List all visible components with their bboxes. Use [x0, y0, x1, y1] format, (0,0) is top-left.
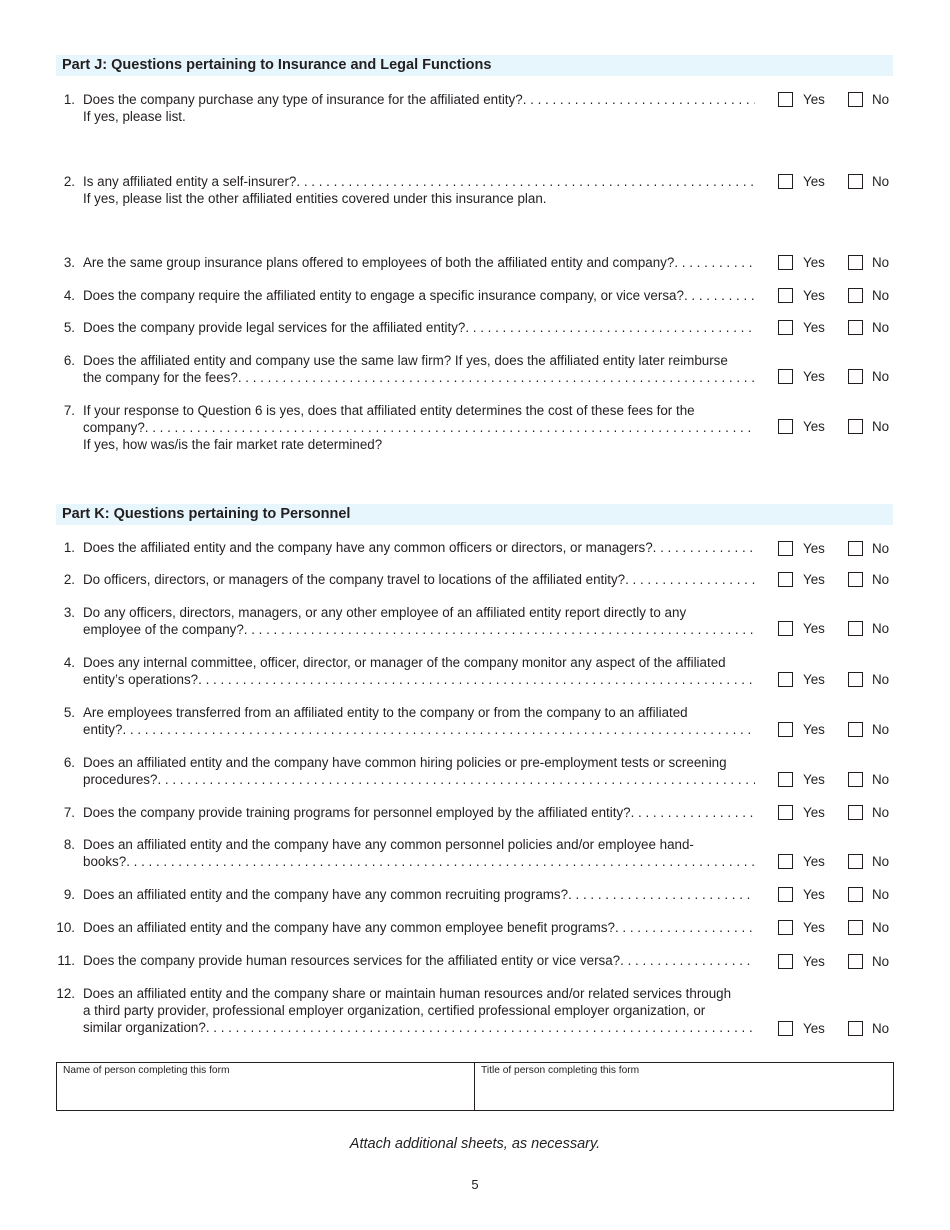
question-text: company?: [83, 420, 145, 435]
part-j-header: Part J: Questions pertaining to Insurance and Legal Functions: [56, 55, 893, 76]
question-text: entity?: [83, 722, 123, 737]
yes-checkbox[interactable]: [778, 854, 793, 869]
yes-checkbox[interactable]: [778, 772, 793, 787]
yes-label: Yes: [803, 722, 825, 737]
question-number: 12.: [56, 986, 75, 1001]
question-number: 7.: [63, 805, 75, 820]
no-label: No: [872, 174, 890, 189]
question-text: Does any internal committee, officer, director, or manager of the company monitor any aspect of the affiliated: [83, 655, 726, 670]
yes-checkbox[interactable]: [778, 887, 793, 902]
yes-no-group: [778, 620, 896, 640]
yes-checkbox[interactable]: [778, 672, 793, 687]
no-checkbox[interactable]: [848, 320, 863, 335]
yes-label: Yes: [803, 174, 825, 189]
question-text: procedures?: [83, 772, 158, 787]
no-checkbox[interactable]: [848, 174, 863, 189]
yes-checkbox[interactable]: [778, 722, 793, 737]
yes-checkbox[interactable]: [778, 920, 793, 935]
yes-checkbox[interactable]: [778, 954, 793, 969]
no-checkbox[interactable]: [848, 288, 863, 303]
yes-label: Yes: [803, 419, 825, 434]
question-text: Is any affiliated entity a self-insurer?: [83, 174, 297, 189]
no-label: No: [872, 255, 890, 270]
yes-label: Yes: [803, 772, 825, 787]
yes-checkbox[interactable]: [778, 1021, 793, 1036]
no-checkbox[interactable]: [848, 672, 863, 687]
question-text: Does an affiliated entity and the company have any common personnel policies and/or employee hand-: [83, 837, 694, 852]
question-text: Do officers, directors, or managers of the company travel to locations of the affiliated entity?: [83, 572, 626, 587]
yes-label: Yes: [803, 320, 825, 335]
question-text: Does an affiliated entity and the company share or maintain human resources and/or related services through: [83, 986, 732, 1001]
yes-no-group: [778, 671, 896, 691]
yes-no-group: [778, 287, 896, 307]
no-label: No: [872, 369, 890, 384]
part-k-header: Part K: Questions pertaining to Personnel: [56, 504, 893, 525]
yes-label: Yes: [803, 621, 825, 636]
yes-label: Yes: [803, 887, 825, 902]
question-text: Does the affiliated entity and company use the same law firm? If yes, does the affiliated entity later reimburse: [83, 353, 728, 368]
name-field[interactable]: [57, 1063, 475, 1110]
yes-no-group: [778, 173, 896, 193]
no-label: No: [872, 672, 890, 687]
yes-no-group: [778, 368, 896, 388]
question-text: Are the same group insurance plans offered to employees of both the affiliated entity and company?: [83, 255, 675, 270]
no-label: No: [872, 920, 890, 935]
yes-checkbox[interactable]: [778, 541, 793, 556]
question-text: If yes, please list.: [83, 109, 186, 124]
question-text: Does the company provide human resources services for the affiliated entity or vice versa?: [83, 953, 621, 968]
no-checkbox[interactable]: [848, 419, 863, 434]
question-text: entity’s operations?: [83, 672, 199, 687]
yes-checkbox[interactable]: [778, 419, 793, 434]
yes-no-group: [778, 953, 896, 973]
no-label: No: [872, 854, 890, 869]
question-number: 5.: [63, 320, 75, 335]
no-checkbox[interactable]: [848, 92, 863, 107]
no-checkbox[interactable]: [848, 772, 863, 787]
yes-checkbox[interactable]: [778, 320, 793, 335]
no-label: No: [872, 887, 890, 902]
yes-checkbox[interactable]: [778, 174, 793, 189]
title-field[interactable]: [475, 1063, 893, 1110]
yes-no-group: [778, 853, 896, 873]
no-label: No: [872, 541, 890, 556]
page-number: 5: [471, 1177, 479, 1192]
yes-label: Yes: [803, 572, 825, 587]
no-checkbox[interactable]: [848, 722, 863, 737]
no-label: No: [872, 1021, 890, 1036]
question-number: 6.: [63, 755, 75, 770]
yes-no-group: [778, 418, 896, 438]
yes-no-group: [778, 804, 896, 824]
yes-checkbox[interactable]: [778, 369, 793, 384]
yes-no-group: [778, 540, 896, 560]
yes-no-group: [778, 1020, 896, 1040]
no-checkbox[interactable]: [848, 954, 863, 969]
question-text: Does an affiliated entity and the company have any common recruiting programs?: [83, 887, 569, 902]
yes-label: Yes: [803, 954, 825, 969]
question-text: If yes, please list the other affiliated entities covered under this insurance plan.: [83, 191, 547, 206]
no-checkbox[interactable]: [848, 621, 863, 636]
no-checkbox[interactable]: [848, 255, 863, 270]
question-text: Does an affiliated entity and the company have any common employee benefit programs?: [83, 920, 615, 935]
question-text: employee of the company?: [83, 622, 244, 637]
question-number: 8.: [63, 837, 75, 852]
yes-label: Yes: [803, 541, 825, 556]
yes-checkbox[interactable]: [778, 288, 793, 303]
question-number: 2.: [63, 174, 75, 189]
no-label: No: [872, 419, 890, 434]
question-text: Does the company provide legal services for the affiliated entity?: [83, 320, 466, 335]
no-checkbox[interactable]: [848, 805, 863, 820]
no-label: No: [872, 722, 890, 737]
no-label: No: [872, 621, 890, 636]
question-text: If yes, how was/is the fair market rate determined?: [83, 437, 383, 452]
yes-label: Yes: [803, 288, 825, 303]
attach-sheets-note: Attach additional sheets, as necessary.: [349, 1136, 601, 1152]
yes-checkbox[interactable]: [778, 805, 793, 820]
yes-no-group: [778, 886, 896, 906]
no-checkbox[interactable]: [848, 369, 863, 384]
no-label: No: [872, 954, 890, 969]
question-text: books?: [83, 854, 127, 869]
question-number: 5.: [63, 705, 75, 720]
yes-label: Yes: [803, 805, 825, 820]
yes-no-group: [778, 771, 896, 791]
yes-no-group: [778, 571, 896, 591]
yes-label: Yes: [803, 255, 825, 270]
title-field-label: Title of person completing this form: [481, 1065, 640, 1076]
question-text: Does the company require the affiliated entity to engage a specific insurance company, or vice versa?: [83, 288, 684, 303]
question-text: Does an affiliated entity and the company have common hiring policies or pre-employment tests or screening: [83, 755, 727, 770]
question-text: Are employees transferred from an affiliated entity to the company or from the company to an affiliated: [83, 705, 688, 720]
question-number: 11.: [57, 953, 75, 968]
no-checkbox[interactable]: [848, 887, 863, 902]
no-label: No: [872, 772, 890, 787]
question-number: 10.: [56, 920, 75, 935]
yes-no-group: [778, 254, 896, 274]
no-checkbox[interactable]: [848, 854, 863, 869]
question-number: 1.: [63, 540, 75, 555]
yes-label: Yes: [803, 369, 825, 384]
yes-label: Yes: [803, 920, 825, 935]
yes-no-group: [778, 721, 896, 741]
question-number: 7.: [63, 403, 75, 418]
signature-box: [56, 1062, 894, 1111]
no-label: No: [872, 320, 890, 335]
yes-checkbox[interactable]: [778, 621, 793, 636]
question-number: 1.: [63, 92, 75, 107]
yes-no-group: [778, 319, 896, 339]
no-label: No: [872, 572, 890, 587]
no-label: No: [872, 288, 890, 303]
question-text: Does the company provide training programs for personnel employed by the affiliated entity?: [83, 805, 631, 820]
question-number: 4.: [63, 288, 75, 303]
question-text: similar organization?: [83, 1020, 206, 1035]
no-label: No: [872, 805, 890, 820]
no-label: No: [872, 92, 890, 107]
question-number: 3.: [63, 255, 75, 270]
question-number: 6.: [63, 353, 75, 368]
yes-label: Yes: [803, 672, 825, 687]
no-checkbox[interactable]: [848, 1021, 863, 1036]
yes-label: Yes: [803, 92, 825, 107]
question-text: Do any officers, directors, managers, or any other employee of an affiliated entity report directly to any: [83, 605, 687, 620]
yes-label: Yes: [803, 854, 825, 869]
question-number: 9.: [63, 887, 75, 902]
name-field-label: Name of person completing this form: [63, 1065, 230, 1076]
yes-no-group: [778, 919, 896, 939]
yes-checkbox[interactable]: [778, 92, 793, 107]
question-text: the company for the fees?: [83, 370, 238, 385]
no-checkbox[interactable]: [848, 572, 863, 587]
no-checkbox[interactable]: [848, 920, 863, 935]
no-checkbox[interactable]: [848, 541, 863, 556]
question-number: 4.: [63, 655, 75, 670]
yes-no-group: [778, 91, 896, 111]
yes-checkbox[interactable]: [778, 572, 793, 587]
yes-checkbox[interactable]: [778, 255, 793, 270]
question-text: Does the company purchase any type of insurance for the affiliated entity?: [83, 92, 523, 107]
question-number: 3.: [63, 605, 75, 620]
yes-label: Yes: [803, 1021, 825, 1036]
question-number: 2.: [63, 572, 75, 587]
question-text: a third party provider, professional employer organization, certified professional employer organization, or: [83, 1003, 706, 1018]
question-text: If your response to Question 6 is yes, does that affiliated entity determines the cost of these fees for the: [83, 403, 695, 418]
question-text: Does the affiliated entity and the company have any common officers or directors, or managers?: [83, 540, 653, 555]
